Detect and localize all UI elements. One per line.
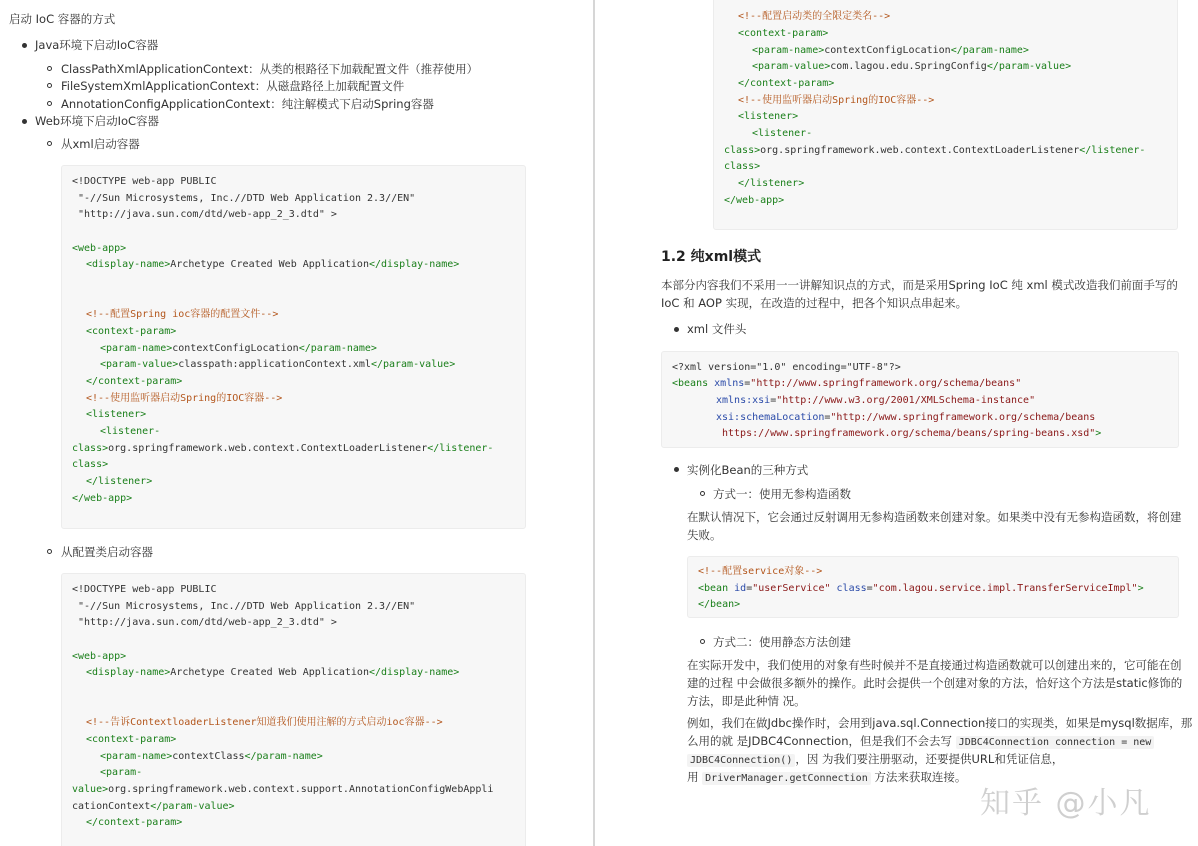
code-comment: <!--使用监听器启动Spring的IOC容器--> [738,95,935,106]
code-line: "-//Sun Microsystems, Inc.//DTD Web Application 2.3//EN" [72,193,416,204]
code-line: <param-name>contextClass</param-name> [100,751,323,762]
code-line: </context-param> [738,78,835,89]
code-comment: <!--配置service对象--> [698,566,823,577]
code-line: <!DOCTYPE web-app PUBLIC [72,584,217,595]
circle-bullet [47,83,52,88]
right-page [595,0,1198,846]
code-block-config-class [713,0,1178,230]
code-line: <bean id="userService" class="com.lagou.service.impl.TransferServiceImpl"> [698,583,1144,594]
code-line: <web-app> [72,651,127,662]
way1-desc: 失败。 [687,528,722,542]
section-title: 启动 IoC 容器的方式 [9,12,116,26]
code-line: </bean> [698,599,741,610]
watermark: 知乎 @小凡 [980,786,1152,821]
code-line: <param-name>contextConfigLocation</param-name> [752,45,1029,56]
code-line: <listener> [738,111,799,122]
bullet [674,327,679,332]
left-page [0,0,593,846]
code-line: <listener- [752,128,813,139]
bullet [674,467,679,472]
code-line: <param- [100,767,143,778]
code-comment: <!--配置启动类的全限定类名--> [738,11,891,22]
code-line: </context-param> [86,817,183,828]
intro-line: IoC 和 AOP 实现，在改造的过程中，把各个知识点串起来。 [661,296,968,310]
code-line: <context-param> [738,28,829,39]
code-line: xsi:schemaLocation="http://www.springframework.org/schema/beans [716,412,1096,423]
code-line: "-//Sun Microsystems, Inc.//DTD Web Application 2.3//EN" [72,601,416,612]
code-block-bean [687,556,1179,618]
java-item: FileSystemXmlApplicationContext：从磁盘路径上加载配置文件 [61,79,405,93]
code-line: "http://java.sun.com/dtd/web-app_2_3.dtd" > [72,209,337,220]
code-line: value>org.springframework.web.context.support.AnnotationConfigWebAppli [72,784,494,795]
code-line: </listener> [738,178,805,189]
from-xml-item: 从xml启动容器 [61,137,140,151]
circle-bullet [47,66,52,71]
code-line: <listener- [100,426,161,437]
code-line: </listener> [86,476,153,487]
code-line: <!DOCTYPE web-app PUBLIC [72,176,217,187]
code-block-web-xml [61,165,526,529]
circle-bullet [700,491,705,496]
example-line: JDBC4Connection() ，因 为我们要注册驱动，还要提供URL和凭证信息， [687,750,1063,770]
java-item: ClassPathXmlApplicationContext：从类的根路径下加载配置文件（推荐使用） [61,62,479,76]
code-line: class>org.springframework.web.context.ContextLoaderListener</listener- [724,145,1146,156]
code-line: xmlns:xsi="http://www.w3.org/2001/XMLSchema-instance" [716,395,1036,406]
code-line: </web-app> [72,493,133,504]
code-block-annotation-config [61,573,526,846]
code-line: <param-value>com.lagou.edu.SpringConfig</param-value> [752,61,1072,72]
way1-desc: 在默认情况下，它会通过反射调用无参构造函数来创建对象。如果类中没有无参构造函数，将创建 [687,510,1182,524]
code-comment: <!--告诉ContextloaderListener知道我们使用注解的方式启动ioc容器--> [86,717,443,728]
from-config-item: 从配置类启动容器 [61,545,153,559]
code-comment: <!--配置Spring ioc容器的配置文件--> [86,309,279,320]
example-line: 例如，我们在做Jdbc操作时，会用到java.sql.Connection接口的实现类，如果是mysql数据库，那 [687,716,1193,730]
code-line: <?xml version="1.0" encoding="UTF-8"?> [672,362,901,373]
code-line: cationContext</param-value> [72,801,235,812]
code-line: <web-app> [72,243,127,254]
circle-bullet [47,141,52,146]
xml-header-label: xml 文件头 [687,322,747,336]
code-line: class>org.springframework.web.context.ContextLoaderListener</listener- [72,443,494,454]
code-line: <context-param> [86,734,177,745]
code-line: <context-param> [86,326,177,337]
way2-desc: 建的过程 中会做很多额外的操作。此时会提供一个创建对象的方法，恰好这个方法是static修饰的 [687,676,1183,690]
code-line: </context-param> [86,376,183,387]
circle-bullet [47,101,52,106]
code-block-xml-header [661,351,1179,448]
way2-desc: 在实际开发中，我们使用的对象有些时候并不是直接通过构造函数就可以创建出来的，它可能在创 [687,658,1182,672]
code-line: <param-name>contextConfigLocation</param-name> [100,343,377,354]
way2-desc: 方法，即是此种情 况。 [687,694,806,708]
example-line: 用 DriverManager.getConnection 方法来获取连接。 [687,770,967,784]
section-heading: 1.2 纯xml模式 [661,249,762,265]
way2-label: 方式二：使用静态方法创建 [713,635,851,649]
code-line: <display-name>Archetype Created Web Application</display-name> [86,259,460,270]
bullet [22,119,27,124]
circle-bullet [47,549,52,554]
code-line: </web-app> [724,195,785,206]
code-line: class> [724,161,761,172]
code-line: "http://java.sun.com/dtd/web-app_2_3.dtd" > [72,617,337,628]
bullet [22,43,27,48]
code-line: <param-value>classpath:applicationContext.xml</param-value> [100,359,456,370]
code-line: <beans xmlns="http://www.springframework.org/schema/beans" [672,378,1022,389]
code-line: <display-name>Archetype Created Web Application</display-name> [86,667,460,678]
example-line: 么用的就 是JDBC4Connection，但是我们不会去写 JDBC4Connection connection = new [687,732,1154,752]
way1-label: 方式一：使用无参构造函数 [713,487,851,501]
code-line: class> [72,459,109,470]
java-env-item: Java环境下启动IoC容器 [35,38,159,52]
code-line: <listener> [86,409,147,420]
circle-bullet [700,639,705,644]
java-item: AnnotationConfigApplicationContext：纯注解模式下启动Spring容器 [61,97,434,111]
intro-line: 本部分内容我们不采用一一讲解知识点的方式，而是采用Spring IoC 纯 xml 模式改造我们前面手写的 [661,278,1178,292]
instantiate-label: 实例化Bean的三种方式 [687,463,809,477]
web-env-item: Web环境下启动IoC容器 [35,114,160,128]
code-line: https://www.springframework.org/schema/beans/spring-beans.xsd"> [722,428,1102,439]
code-comment: <!--使用监听器启动Spring的IOC容器--> [86,393,283,404]
